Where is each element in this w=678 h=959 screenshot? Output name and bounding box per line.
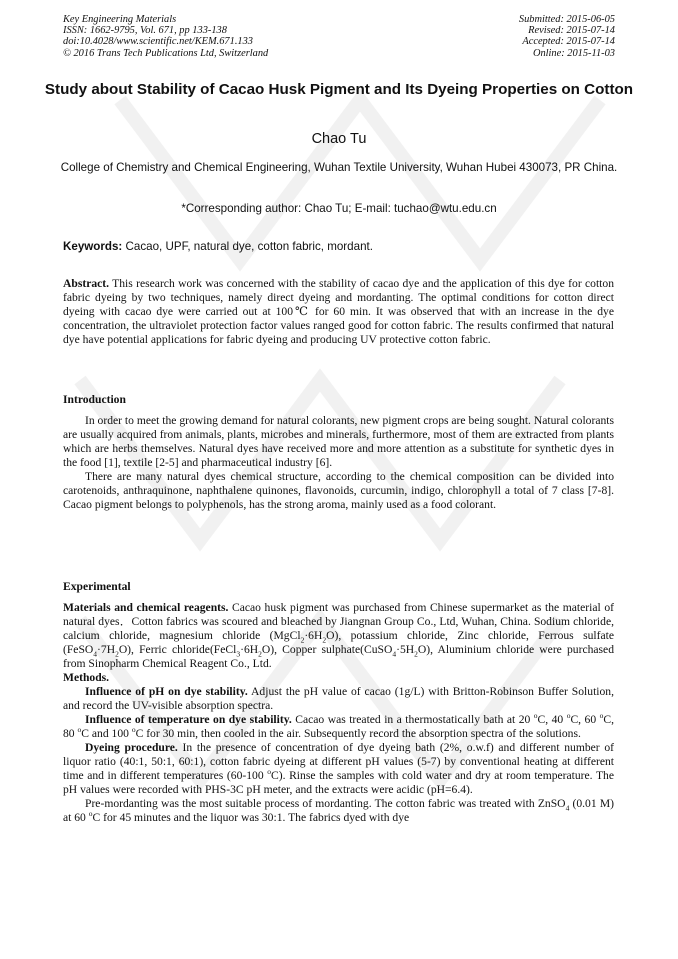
degree-superscript: o xyxy=(131,725,136,735)
publication-dates xyxy=(519,14,615,59)
degree-superscript: o xyxy=(599,711,604,721)
subscript: 2 xyxy=(115,649,119,659)
intro-paragraph-2: There are many natural dyes chemical structure, according to the chemical composition can be divided into carotenoids, anthraquinone, naphthalene quinones, flavonoids, curcumin, indigo, chlorophyll a total of 7 class [7-8]. Cacao pigment belongs to polyphenols, has the strong aroma, mainly used as a food colorant. xyxy=(63,470,614,511)
keywords xyxy=(63,240,623,253)
temperature-text: Cacao was treated in a thermostatically bath at 20 xyxy=(291,713,534,726)
revised-date: Revised: 2015-07-14 xyxy=(528,25,615,37)
intro-paragraph-1: In order to meet the growing demand for natural colorants, new pigment crops are being sought. Natural colorants are usually acquired from animals, plants, microbes and minerals, furthermore, most of them are extracted from plants which are herbs themselves. Natural dyes have received more and more attention as a substitute for synthetic dyes in the food [1], textile [2-5] and pharmaceutical industry [6]. xyxy=(63,414,614,469)
subscript: 4 xyxy=(93,649,98,659)
ph-label: Influence of pH on dye stability. xyxy=(85,685,248,698)
ph-text: Adjust the pH value of cacao (1g/L) with Britton-Robinson Buffer Solution, and record the UV-visible absorption spectra. xyxy=(63,685,615,712)
keywords-text: Cacao, UPF, natural dye, cotton fabric, mordant. xyxy=(122,240,373,253)
materials-text: O), Ferric chloride(FeCl xyxy=(118,643,237,656)
materials-text: O), Copper sulphate(CuSO xyxy=(261,643,393,656)
journal-name: Key Engineering Materials xyxy=(63,14,177,25)
affiliation: College of Chemistry and Chemical Engineering, Wuhan Textile University, Wuhan Hubei 430073, PR China. xyxy=(60,161,618,174)
premordanting-text: Pre-mordanting was the most suitable process of mordanting. The cotton fabric was treated with ZnSO xyxy=(85,797,566,810)
paper-title: Study about Stability of Cacao Husk Pigment and Its Dyeing Properties on Cotton xyxy=(44,81,634,98)
temperature-text: C, 40 xyxy=(537,713,567,726)
corresponding-author: *Corresponding author: Chao Tu; E-mail: tuchao@wtu.edu.cn xyxy=(181,202,497,215)
degree-superscript: o xyxy=(77,725,82,735)
materials-text: ·6H xyxy=(304,629,323,642)
materials-text: ·5H xyxy=(396,643,415,656)
premordanting-text: C for 45 minutes and the liquor was 30:1. The fabrics dyed with dye xyxy=(92,811,410,824)
author-name: Chao Tu xyxy=(311,131,367,147)
methods-heading: Methods. xyxy=(63,671,110,684)
submitted-date: Submitted: 2015-06-05 xyxy=(518,14,615,25)
subscript: 2 xyxy=(300,635,305,645)
dyeing-text: In the presence of concentration of dye dyeing bath (2%, o.w.f) and different number of liquor ratio (40:1, 50:1, 60:1), cotton fabric dyeing at different pH values (5-7) by conventional heating at different time and in different temperatures (60-100 xyxy=(63,741,615,782)
keywords-label: Keywords: xyxy=(63,240,123,253)
subscript: 4 xyxy=(565,803,570,813)
degree-superscript: o xyxy=(88,809,93,819)
copyright: © 2016 Trans Tech Publications Ltd, Switzerland xyxy=(63,47,269,59)
accepted-date: Accepted: 2015-07-14 xyxy=(522,36,615,48)
temperature-label: Influence of temperature on dye stability. xyxy=(85,713,292,726)
materials-label: Materials and chemical reagents. xyxy=(63,601,229,614)
journal-info xyxy=(63,14,268,59)
subscript: 2 xyxy=(258,649,262,659)
temperature-paragraph xyxy=(63,713,614,741)
degree-superscript: o xyxy=(533,711,538,721)
experimental-section xyxy=(63,580,614,825)
doi: doi:10.4028/www.scientific.net/KEM.671.133 xyxy=(63,36,253,48)
temperature-text: C for 30 min, then cooled in the air. Subsequently record the absorption spectra of the solutions. xyxy=(135,727,581,740)
materials-text: O), potassium chloride, Zinc chloride, Ferrous sulfate (FeSO xyxy=(63,629,615,656)
subscript: 3 xyxy=(236,649,241,659)
materials-text: Cacao husk pigment was purchased from Chinese supermarket as the material of natural dyes．Cotton fabrics was scoured and bleached by Jiangnan Group Co., Ltd, Wuhan, China. Sodium chloride, calcium chloride, magnesium chloride (MgCl xyxy=(63,601,614,642)
experimental-heading: Experimental xyxy=(63,580,131,593)
dyeing-label: Dyeing procedure. xyxy=(85,741,178,754)
introduction-section xyxy=(63,393,614,512)
temperature-text: C and 100 xyxy=(81,727,132,740)
materials-text: O), Aluminium chloride were purchased from Sinopharm Chemical Reagent Co., Ltd. xyxy=(63,643,614,670)
dyeing-paragraph xyxy=(63,741,614,797)
degree-superscript: o xyxy=(566,711,571,721)
issn: ISSN: 1662-9795, Vol. 671, pp 133-138 xyxy=(63,25,227,37)
abstract-label: Abstract. xyxy=(63,277,110,290)
temperature-text: C, 60 xyxy=(570,713,600,726)
materials-text: ·6H xyxy=(240,643,259,656)
subscript: 2 xyxy=(322,635,327,645)
dyeing-text: C). Rinse the samples with cold water and dry at room temperature. The pH values were recorded with PHS-3C pH meter, and the extracts were acidic (pH=6.4). xyxy=(63,769,614,796)
abstract xyxy=(63,277,614,347)
premordanting-paragraph xyxy=(63,797,614,825)
abstract-text: This research work was concerned with the stability of cacao dye and the application of this dye for cotton fabric dyeing by two techniques, namely direct dyeing and mordanting. The optimal conditions for cotton direct dyeing with cacao dye were carried out at 100℃ for 60 min. It was observed that with an increase in the dye concentration, the ultraviolet protection factor values ranged good for cotton fabric. The results confirmed that natural dye have potential applications for fabric dyeing and producing UV protective cotton fabric. xyxy=(63,277,614,346)
online-date: Online: 2015-11-03 xyxy=(532,47,615,59)
materials-text: ·7H xyxy=(97,643,116,656)
temperature-text: C, 80 xyxy=(63,713,615,740)
subscript: 4 xyxy=(392,649,397,659)
premordanting-text: (0.01 M) at 60 xyxy=(63,797,614,824)
introduction-heading: Introduction xyxy=(63,393,126,406)
ph-paragraph xyxy=(63,685,614,713)
subscript: 2 xyxy=(414,649,418,659)
materials-paragraph xyxy=(63,601,614,671)
degree-superscript: o xyxy=(267,767,271,777)
